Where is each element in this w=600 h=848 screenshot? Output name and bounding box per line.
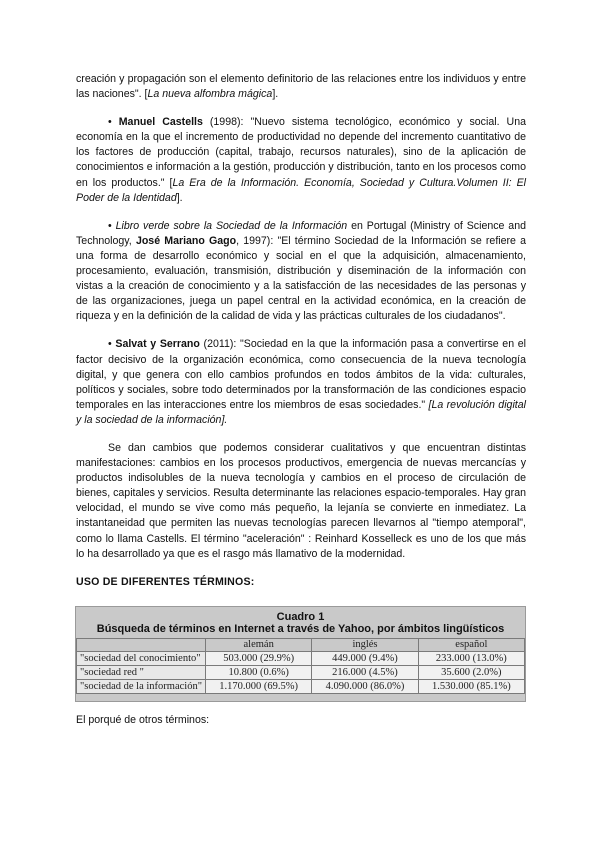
- table-row: [77, 651, 525, 665]
- table-cell: 1.530.000 (85.1%): [418, 679, 524, 693]
- paragraph-2-citation: La Era de la Información. Economía, Sociedad y Cultura.Volumen II: El Poder de la Identidad: [76, 176, 527, 204]
- table-row-label: "sociedad de la información": [77, 679, 206, 693]
- paragraph-2-close: ].: [176, 191, 183, 204]
- paragraph-3: [76, 219, 526, 325]
- table-header-ingles: inglés: [312, 638, 418, 651]
- table-title: Cuadro 1: [276, 610, 325, 623]
- table-subtitle: Búsqueda de términos en Internet a través de Yahoo, por ámbitos lingüísticos: [96, 622, 505, 635]
- table-image: [75, 606, 526, 702]
- closing-line: El porqué de otros términos:: [76, 713, 210, 726]
- table-row-label: "sociedad del conocimiento": [77, 651, 206, 665]
- table-row-label: "sociedad red ": [77, 665, 206, 679]
- table-cell: 10.800 (0.6%): [206, 665, 312, 679]
- table-header-empty: [77, 638, 206, 651]
- author-castells: Manuel Castells: [118, 116, 203, 129]
- document-page: [76, 72, 526, 728]
- section-heading: USO DE DIFERENTES TÉRMINOS:: [76, 575, 255, 588]
- author-gago: José Mariano Gago: [135, 234, 237, 247]
- paragraph-1-citation: La nueva alfombra mágica: [147, 88, 273, 101]
- paragraph-2: [76, 115, 526, 206]
- table-header-espanol: español: [418, 638, 524, 651]
- table-cell: 216.000 (4.5%): [312, 665, 418, 679]
- paragraph-3-text-a: en Portugal (Ministry of Science and Technology,: [76, 219, 526, 247]
- paragraph-1-close: ].: [272, 88, 279, 101]
- table-cell: 233.000 (13.0%): [418, 651, 524, 665]
- bullet-icon: •: [108, 219, 112, 232]
- paragraph-3-title: Libro verde sobre la Sociedad de la Información: [115, 219, 348, 232]
- search-terms-table: [76, 638, 525, 694]
- paragraph-1: [76, 72, 526, 102]
- paragraph-4-text: (2011): "Sociedad en la que la información pasa a convertirse en el factor decisivo de la organización económica, como consecuencia de la nueva tecnología digital, y que genera con ello cambios profundos en todos ámbitos de la vida: culturales, políticos y sociales, sobre todo determinados por la transformación de las condiciones espacio temporales en las interacciones entre los miembros de esas sociedades.": [76, 338, 526, 411]
- paragraph-5: Se dan cambios que podemos considerar cualitativos y que encuentran distintas manifestaciones: cambios en los procesos productivos, emergencia de nuevas mercancías y productos indisolubles de la nueva tecnología y cambios en el proceso de circulación de bienes, capitales y servicios. Resulta determinante las relaciones espacio-temporales. Hay gran velocidad, el mundo se vive como más pequeño, la lejanía se convierte en inmediatez. La instantaneidad que permiten las nuevas tecnologías parecen llevarnos al "tiempo atemporal", como lo llama Castells. El término "aceleración" : Reinhard Kosselleck es uno de los que más lo ha desarrollado ya que es el rasgo más llamativo de la modernidad.: [76, 441, 526, 560]
- paragraph-4: [76, 337, 526, 428]
- table-cell: 4.090.000 (86.0%): [312, 679, 418, 693]
- table-cell: 35.600 (2.0%): [418, 665, 524, 679]
- table-header-row: [77, 638, 525, 651]
- author-salvat-serrano: Salvat y Serrano: [115, 338, 200, 351]
- table-row: [77, 679, 525, 693]
- paragraph-1-text: creación y propagación son el elemento definitorio de las relaciones entre los individuos y entre las naciones". [: [76, 73, 526, 101]
- table-cell: 449.000 (9.4%): [312, 651, 418, 665]
- table-row: [77, 665, 525, 679]
- paragraph-3-text-b: , 1997): "El término Sociedad de la Información se refiere a una forma de desarrollo económico y social en el que la adquisición, almacenamiento, procesamiento, evaluación, transmisión, distribución y diseminación de la información con vistas a la creación de conocimiento y a la satisfacción de las necesidades de las personas y de las organizaciones, juega un papel central en la actividad económica, en la creación de riqueza y en la definición de la calidad de vida y las prácticas culturales de los ciudadanos".: [76, 234, 526, 323]
- paragraph-2-text: (1998): "Nuevo sistema tecnológico, económico y social. Una economía en la que el incremento de productividad no depende del incremento cuantitativo de los factores de producción (capital, trabajo, recursos naturales), sino de la aplicación de conocimientos e información a la gestión, producción y distribución, tanto en los procesos como en los productos." [: [76, 116, 526, 189]
- table-cell: 1.170.000 (69.5%): [206, 679, 312, 693]
- table-cell: 503.000 (29.9%): [206, 651, 312, 665]
- bullet-icon: •: [108, 116, 112, 129]
- paragraph-4-citation: [La revolución digital y la sociedad de la información].: [76, 398, 526, 426]
- table-header-aleman: alemán: [206, 638, 312, 651]
- bullet-icon: •: [108, 338, 112, 351]
